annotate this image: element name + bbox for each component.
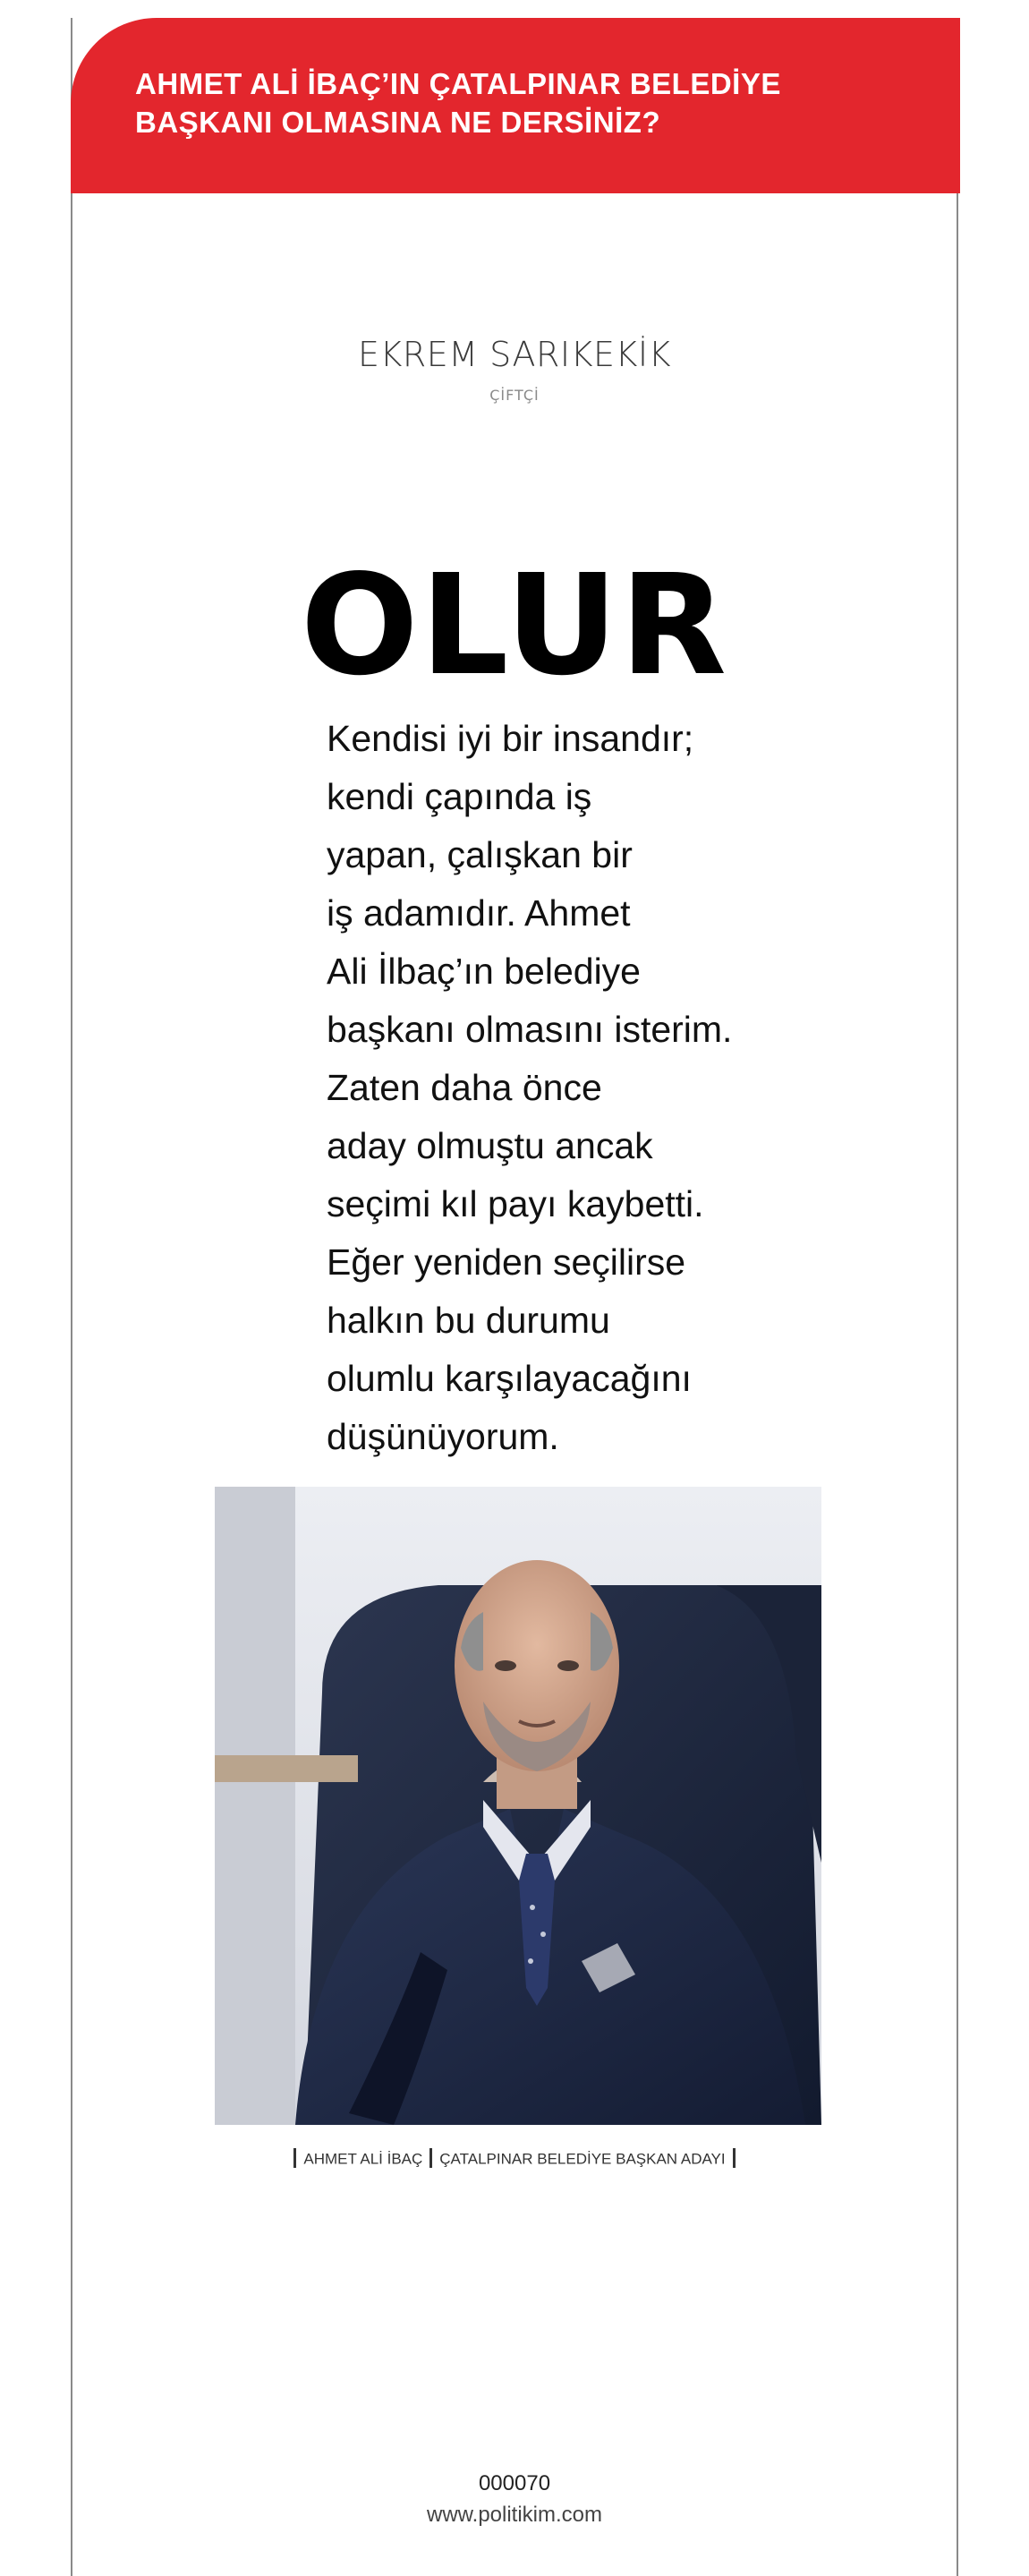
quote-line: yapan, çalışkan bir <box>327 834 633 875</box>
caption-divider <box>429 2148 432 2168</box>
quote-line: seçimi kıl payı kaybetti. <box>327 1183 704 1224</box>
respondent-occupation: ÇİFTÇİ <box>489 387 540 404</box>
footer-website-link[interactable]: www.politikim.com <box>426 2503 603 2527</box>
quote-line: başkanı olmasını isterim. <box>327 1009 733 1050</box>
quote-line: Zaten daha önce <box>327 1067 602 1108</box>
quote-line: düşünüyorum. <box>327 1416 559 1457</box>
quote-line: halkın bu durumu <box>327 1300 610 1341</box>
quote-line: Ali İlbaç’ın belediye <box>327 951 641 992</box>
caption-candidate-name: AHMET ALİ İBAÇ <box>303 2150 423 2168</box>
headline-line-1: AHMET ALİ İBAÇ’IN ÇATALPINAR BELEDİYE <box>135 67 781 100</box>
quote-line: Eğer yeniden seçilirse <box>327 1241 686 1283</box>
headline-question <box>135 64 924 141</box>
portrait-illustration <box>215 1487 821 2125</box>
caption-divider <box>733 2148 736 2168</box>
quote-line: kendi çapında iş <box>327 776 592 817</box>
caption-divider <box>293 2148 296 2168</box>
quote-line: olumlu karşılayacağını <box>327 1358 692 1399</box>
answer-headline: OLUR <box>300 544 729 706</box>
headline-line-2: BAŞKANI OLMASINA NE DERSİNİZ? <box>135 106 661 139</box>
quote-line: iş adamıdır. Ahmet <box>327 892 631 934</box>
quote-line: aday olmuştu ancak <box>327 1125 653 1166</box>
quote-body <box>327 710 774 1466</box>
photo-caption <box>72 2150 957 2170</box>
article-card <box>71 18 958 2576</box>
caption-candidate-title: ÇATALPINAR BELEDİYE BAŞKAN ADAYI <box>439 2150 726 2168</box>
candidate-portrait-photo <box>215 1487 821 2125</box>
header-banner <box>71 18 960 193</box>
quote-line: Kendisi iyi bir insandır; <box>327 718 694 759</box>
respondent-name: EKREM SARIKEKİK <box>357 335 672 374</box>
footer-code: 000070 <box>478 2471 551 2495</box>
